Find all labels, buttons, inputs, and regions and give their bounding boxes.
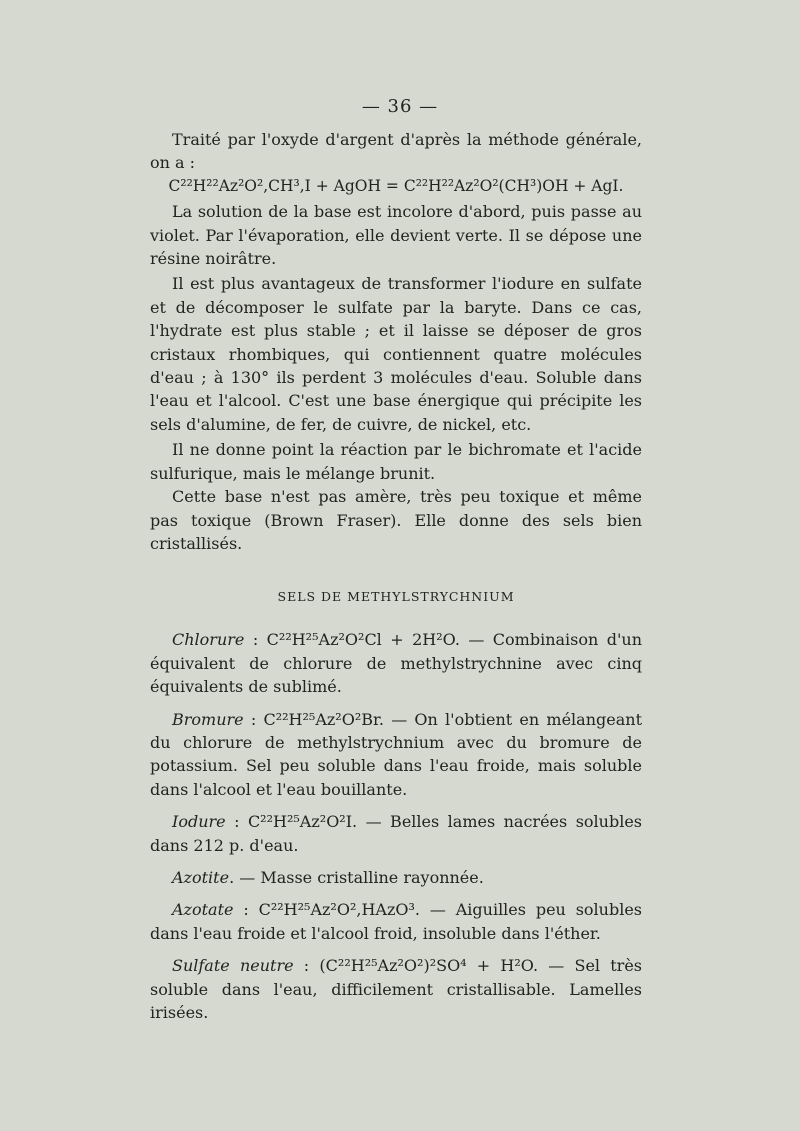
salt-name: Iodure <box>172 812 226 832</box>
salt-name: Chlorure <box>172 630 245 650</box>
salt-entry: Iodure : C²²H²⁵Az²O²I. — Belles lames nacrées solubles dans 212 p. d'eau. <box>150 812 642 855</box>
salt-formula: C²²H²⁵Az²O²Br. <box>263 709 384 729</box>
salt-name: Azotite <box>172 867 230 887</box>
salt-name: Sulfate neutre <box>172 956 294 976</box>
salt-name: Azotate <box>172 900 234 920</box>
equation-rhs: C²²H²²Az²O²(CH³)OH + AgI. <box>403 176 624 195</box>
salt-description: — Combinaison d'un équivalent de chlorure de methylstrychnine avec cinq équivalents de sublimé. <box>150 630 643 697</box>
salt-description: — Aiguilles peu solubles dans l'eau froide et l'alcool froid, insoluble dans l'éther. <box>150 900 643 943</box>
salt-description: — Belles lames nacrées solubles dans 212 p. d'eau. <box>150 812 642 855</box>
salt-formula: (C²²H²⁵Az²O²)²SO⁴ + H²O. <box>319 956 539 976</box>
paragraph: Traité par l'oxyde d'argent d'après la méthode générale, on a : <box>150 130 642 173</box>
page-body <box>150 128 642 1024</box>
paragraph: Cette base n'est pas amère, très peu toxique et même pas toxique (Brown Fraser). Elle donne des sels bien cristallisés. <box>150 487 642 553</box>
salt-entry: Bromure : C²²H²⁵Az²O²Br. — On l'obtient en mélangeant du chlorure de methylstrychnium avec du bromure de potassium. Sel peu soluble dans l'eau froide, mais soluble dans l'alcool et l'eau bouillante. <box>150 709 642 799</box>
salt-formula: C²²H²⁵Az²O²I. <box>247 812 358 832</box>
salt-description: — Masse cristalline rayonnée. <box>239 867 484 887</box>
equation: C²²H²²Az²O²,CH³,I + AgOH = C²²H²²Az²O²(CH³)OH + AgI. <box>168 176 624 195</box>
salt-entry: Sulfate neutre : (C²²H²⁵Az²O²)²SO⁴ + H²O. — Sel très soluble dans l'eau, difficilement cristallisable. Lamelles irisées. <box>150 956 643 1022</box>
salt-entry: Azotate : C²²H²⁵Az²O²,HAzO³. — Aiguilles peu solubles dans l'eau froide et l'alcool froid, insoluble dans l'éther. <box>150 900 643 943</box>
page-number: — 36 — <box>361 96 439 117</box>
salt-formula: C²²H²⁵Az²O²Cl + 2H²O. <box>266 630 460 650</box>
salt-entry: Chlorure : C²²H²⁵Az²O²Cl + 2H²O. — Combinaison d'un équivalent de chlorure de methylstrychnine avec cinq équivalents de sublimé. <box>150 630 643 697</box>
salt-description: — On l'obtient en mélangeant du chlorure de methylstrychnium avec du bromure de potassium. Sel peu soluble dans l'eau froide, mais soluble dans l'alcool et l'eau bouillante. <box>150 709 642 799</box>
section-heading: SELS DE METHYLSTRYCHNIUM <box>277 589 515 605</box>
salt-description: — Sel très soluble dans l'eau, difficilement cristallisable. Lamelles irisées. <box>150 956 643 1022</box>
equation-lhs: C²²H²²Az²O²,CH³,I + AgOH <box>168 176 381 195</box>
paragraph: La solution de la base est incolore d'abord, puis passe au violet. Par l'évaporation, elle devient verte. Il se dépose une résine noirâtre. <box>150 202 642 269</box>
paragraph: Il est plus avantageux de transformer l'iodure en sulfate et de décomposer le sulfate par la baryte. Dans ce cas, l'hydrate est plus stable ; et il laisse se déposer de gros cristaux rhombiques, qui contiennent quatre molécules d'eau ; à 130° ils perdent 3 molécules d'eau. Soluble dans l'eau et l'alcool. C'est une base énergique qui précipite les sels d'alumine, de fer, de cuivre, de nickel, etc. <box>150 274 642 434</box>
salt-name: Bromure <box>172 709 244 729</box>
salt-entry: Azotite. — Masse cristalline rayonnée. <box>172 867 484 887</box>
salt-formula: C²²H²⁵Az²O²,HAzO³. <box>258 900 421 920</box>
paragraph: Il ne donne point la réaction par le bichromate et l'acide sulfurique, mais le mélange brunit. <box>150 440 642 483</box>
